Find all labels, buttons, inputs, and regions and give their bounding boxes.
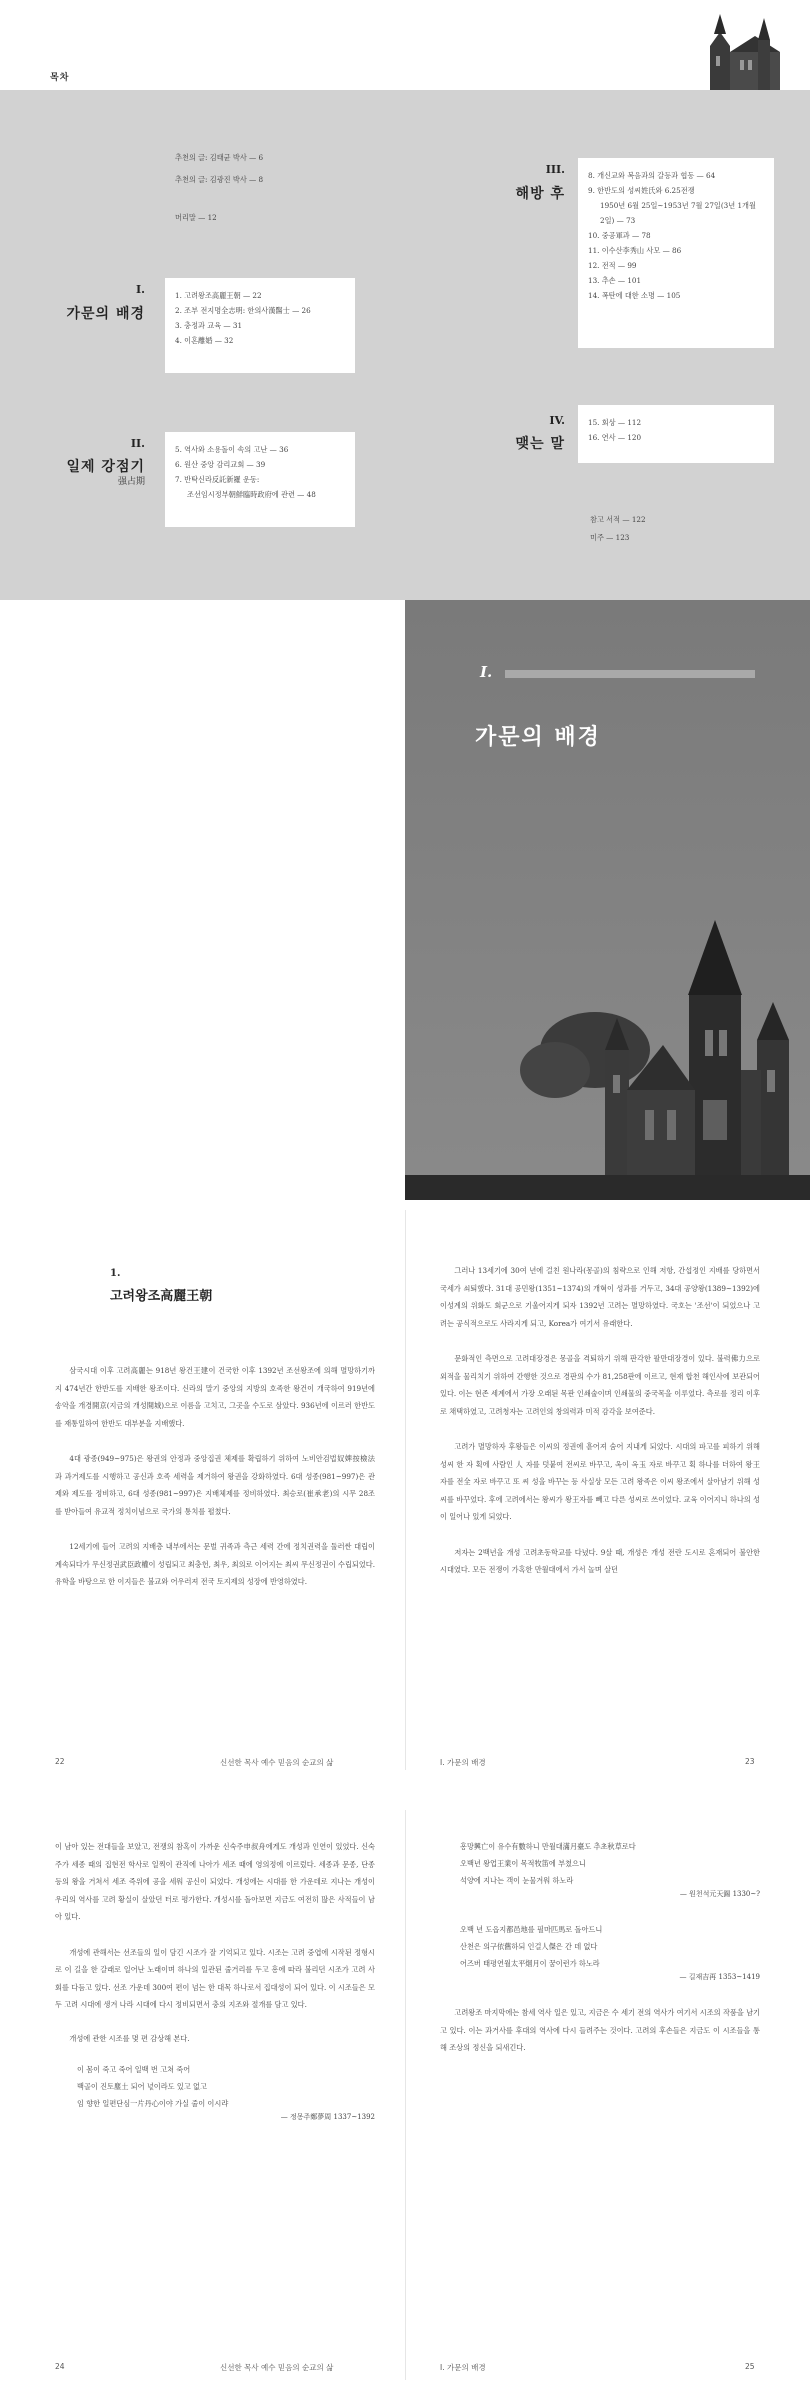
- part-title[interactable]: 일제 강점기: [66, 459, 145, 475]
- part-number: I.: [136, 283, 145, 296]
- poem-block: [460, 1921, 760, 1982]
- toc-item[interactable]: 8. 개신교와 복음과의 갈등과 협동 — 64: [588, 171, 716, 180]
- toc-item[interactable]: 12. 전적 — 99: [588, 261, 637, 270]
- part-subtitle: 强占期: [117, 477, 145, 487]
- toc-item[interactable]: 10. 중공軍과 — 78: [588, 231, 651, 240]
- body-paragraph: 개성에 관해서는 선조들의 일이 담긴 시조가 잘 기억되고 있다. 시조는 고려 중엽에 시작된 정형시로 이 길을 한 갈래로 일어난 노래이며 하나의 일관된 줄거리를 두고 흥에 따라 불리던 시조가 고려 사회를 다듬고 있다. 선조 가운데 300여 편이 넘는 한 대목 하나로서 집대성이 되어 있다. 이 시조들은 모두 고려 시대에 생겨 나라 시대에 다시 정비되면서 충의 지조와 절개를 담고 있다.: [55, 1947, 375, 2009]
- toc-item[interactable]: 9. 한반도의 성씨姓氏와 6.25전쟁: [588, 186, 695, 195]
- toc-item[interactable]: 15. 회상 — 112: [588, 418, 642, 427]
- toc-item[interactable]: 2. 조부 전지명全志明: 한의사漢醫士 — 26: [175, 306, 311, 315]
- poem-block: [55, 2061, 375, 2122]
- toc-item[interactable]: 1950년 6월 25일~1953년 7월 27일(3년 1개월: [600, 201, 756, 210]
- running-head: I. 가문의 배경: [440, 1758, 486, 1767]
- part-items-box: [578, 158, 774, 348]
- page-number: 24: [55, 2362, 65, 2371]
- poem-line: 석양에 지나는 객이 눈물겨워 하노라: [460, 1876, 574, 1885]
- toc-header-band: [0, 0, 810, 90]
- section-number: 1.: [110, 1268, 121, 1279]
- toc-front-item[interactable]: 추천의 글: 김광진 박사 — 8: [175, 175, 264, 184]
- part-items-box: [165, 278, 355, 373]
- poem-line: 백골이 진토塵土 되어 넋이라도 있고 없고: [77, 2082, 207, 2091]
- toc-item[interactable]: 16. 연사 — 120: [588, 433, 642, 442]
- poem-block: [460, 1838, 760, 1899]
- poem-line: 산천은 의구依舊하되 인걸人傑은 간 데 없다: [460, 1942, 598, 1951]
- body-paragraph: 고려왕조 마지막에는 참세 역사 일은 있고, 지금은 수 세기 전의 역사가 여기서 시조의 작품을 남기고 있다. 이는 과거사를 후대의 역사에 다시 들려주는 것이다. 고려의 후손들은 지금도 이 시조들을 통해 조상의 정신을 되새긴다.: [440, 2008, 760, 2052]
- page25-body: [440, 1838, 760, 2057]
- body-paragraph: 고려가 멸망하자 후왕들은 이씨의 정권에 흩어져 숨어 지내게 되었다. 시대의 파고를 피하기 위해 성씨 한 자 획에 사람인 人 자를 덧붙여 전씨로 바꾸고, 옥이 옥玉 자로 바꾸고 획 하나를 더하여 왕王 자를 전全 자로 바꾸고 또 씨 성을 바꾸는 등 사실상 모든 고려 왕족은 이씨 왕조에서 살아남기 위해 성씨를 바꾸었다. 후에 고려에서는 왕씨가 왕王자를 빼고 다른 성씨로 쓰이었다. 교육 이어지니 하나의 성이 일어나 있게 되었다.: [440, 1442, 760, 1521]
- part-title[interactable]: 맺는 말: [515, 436, 565, 452]
- toc-item[interactable]: 14. 폭탄에 대한 소명 — 105: [588, 291, 681, 300]
- page22-body: [55, 1362, 375, 1591]
- toc-item[interactable]: 7. 반탁신라反託新羅 운동:: [175, 475, 260, 484]
- body-paragraph: 그러나 13세기에 30여 년에 걸친 원나라(몽골)의 침략으로 인해 저항, 간섭정인 지배를 당하면서 국세가 쇠퇴했다. 31대 공민왕(1351~1374)의 개혁이 성과를 거두고, 34대 공양왕(1389~1392)에 이성계의 위화도 회군으로 기울어지게 되자 1392년 고려는 멸망하였다. 국호는 '조선'이 되었으나 고려는 공식적으로도 사라지게 되고, Korea가 여기서 유래한다.: [440, 1266, 760, 1328]
- chapter-number: I.: [480, 663, 493, 681]
- gutter-divider: [405, 1210, 406, 1770]
- toc-item[interactable]: 11. 이수산李秀山 사모 — 86: [588, 246, 682, 255]
- body-paragraph: 저자는 2백년을 개성 고려초동학교를 다녔다. 9살 때, 개성은 개성 전란 도시로 혼재되어 불안한 시대였다. 모든 전쟁이 가혹한 만월대에서 가서 놀며 살던: [440, 1547, 760, 1574]
- running-head: 신선한 목사 예수 믿음의 순교의 삶: [220, 1758, 334, 1767]
- toc-item[interactable]: 2일) — 73: [600, 216, 636, 225]
- toc-back-item[interactable]: 참고 서적 — 122: [590, 515, 646, 524]
- page-number: 23: [745, 1757, 755, 1766]
- page23-body: [440, 1262, 760, 1579]
- toc-item[interactable]: 5. 역사와 소용돌이 속의 고난 — 36: [175, 445, 289, 454]
- part-items-box: [165, 432, 355, 527]
- toc-back-item[interactable]: 미주 — 123: [590, 533, 630, 542]
- body-paragraph: 4대 광종(949~975)은 왕권의 안정과 중앙집권 체제를 확립하기 위하여 노비안검법奴婢按檢法과 과거제도를 시행하고 공신과 호족 세력을 제거하여 왕권을 강화하였다. 6대 성종(981~997)은 관제와 제도를 정비하고, 6대 성종(981~997)은 지배체제를 정비하였다. 최승로(崔承老)의 시무 28조를 받아들여 유교적 정치이념으로 국가의 통치를 펼쳤다.: [55, 1454, 375, 1516]
- page-number: 25: [745, 2362, 755, 2371]
- page-number: 22: [55, 1757, 65, 1766]
- toc-label: 목차: [50, 73, 70, 83]
- part-number: IV.: [549, 414, 565, 427]
- poem-line: 임 향한 일편단심一片丹心이야 가실 줄이 이시랴: [77, 2099, 229, 2108]
- toc-item[interactable]: 6. 원산 중앙 감리교회 — 39: [175, 460, 266, 469]
- gutter-divider: [405, 1810, 406, 2380]
- toc-item[interactable]: 4. 이혼離婚 — 32: [175, 336, 234, 345]
- body-paragraph: 삼국시대 이후 고려高麗는 918년 왕건王建이 건국한 이후 1392년 조선왕조에 의해 멸망하기까지 474년간 한반도를 지배한 왕조이다. 신라의 말기 중앙의 지방의 호족한 왕건이 개국하여 919년에 송악을 개경開京(지금의 개성開城)으로 이름을 고치고, 그곳을 수도로 삼았다. 936년에 이르러 한반도를 재통일하여 한반도 대부분을 지배했다.: [55, 1366, 375, 1428]
- toc-item[interactable]: 조선임시정부朝鮮臨時政府에 관련 — 48: [187, 490, 316, 499]
- part-number: II.: [130, 437, 145, 450]
- church-photo-image: [405, 600, 810, 1200]
- poem-line: 오백 년 도읍지都邑地를 필마匹馬로 돌아드니: [460, 1925, 603, 1934]
- section-title: 고려왕조高麗王朝: [110, 1289, 213, 1304]
- part-number: III.: [545, 163, 565, 176]
- body-paragraph: 문화적인 측면으로 고려대장경은 몽골을 격퇴하기 위해 판각한 팔만대장경이 있다. 불력佛力으로 외적을 물리치기 위하여 간행한 것으로 경판의 수가 81,258판에 이르고, 현재 합천 해인사에 보관되어 있다. 이는 현존 세계에서 가장 오래된 목판 인쇄술이며 인쇄물의 중국목을 이루었다. 측로를 정리 이후로 채택하였고, 고려청자는 고려인의 창의력과 미적 감각을 보여준다.: [440, 1354, 760, 1416]
- toc-front-item[interactable]: 머리말 — 12: [175, 213, 217, 222]
- chapter-opener-panel: [405, 600, 810, 1200]
- toc-item[interactable]: 3. 충정과 교육 — 31: [175, 321, 243, 330]
- part-title[interactable]: 해방 후: [515, 186, 565, 202]
- page24-body: [55, 1838, 375, 2122]
- chapter-rule: [505, 670, 755, 678]
- poem-line: 흥망興亡이 유수有數하니 만월대滿月臺도 추초秋草로다: [460, 1842, 636, 1851]
- chapter-title: 가문의 배경: [475, 724, 601, 750]
- body-paragraph: 개성에 관한 시조를 몇 편 감상해 본다.: [69, 2033, 190, 2043]
- church-thumbnail-image: [690, 8, 790, 90]
- running-head: I. 가문의 배경: [440, 2363, 486, 2372]
- poem-line: 이 몸이 죽고 죽어 일백 번 고쳐 죽어: [77, 2065, 191, 2074]
- toc-item[interactable]: 13. 추손 — 101: [588, 276, 642, 285]
- running-head: 신선한 목사 예수 믿음의 순교의 삶: [220, 2363, 334, 2372]
- poem-attribution: — 길재吉再 1353~1419: [679, 1973, 760, 1981]
- toc-front-item[interactable]: 추천의 글: 김태균 박사 — 6: [175, 153, 264, 162]
- toc-item[interactable]: 1. 고려왕조高麗王朝 — 22: [175, 291, 262, 300]
- body-paragraph: 12세기에 들어 고려의 지배층 내부에서는 문벌 귀족과 측근 세력 간에 정치권력을 둘러싼 대립이 계속되다가 무신정권武臣政權이 성립되고 최충헌, 최우, 최의로 이어지는 최씨 무신정권이 수립되었다. 유학을 바탕으로 한 이지들은 불교와 어우러져 전국 토지제의 성장에 반영하였다.: [55, 1542, 376, 1586]
- part-title[interactable]: 가문의 배경: [66, 306, 145, 322]
- poem-attribution: — 정몽주鄭夢周 1337~1392: [280, 2113, 375, 2121]
- part-items-box: [578, 405, 774, 463]
- body-paragraph: 이 남아 있는 전대들을 보았고, 전쟁의 참혹이 가까운 신숙주申叔舟에게도 개성과 인연이 있었다. 신숙주가 세종 때의 집현전 학사로 일찍이 관직에 나아가 세조 때에 영의정에 이르렀다. 세종과 문종, 단종 등의 왕을 거쳐서 세조 즉위에 공을 세워 공신이 되었다. 개성에는 시대를 한 가운데로 지나는 개성이 우리의 역사를 고려 황실이 살았던 터로 평가한다. 개성시를 돌아보면 지금도 여전히 많은 사적들이 남아 있다.: [55, 1842, 375, 1921]
- poem-attribution: — 원천석元天錫 1330~?: [679, 1890, 760, 1898]
- poem-line: 어즈버 태평연월太平烟月이 꿈이런가 하노라: [460, 1959, 600, 1968]
- poem-line: 오백년 왕업王業이 목적牧笛에 부쳤으니: [460, 1859, 586, 1868]
